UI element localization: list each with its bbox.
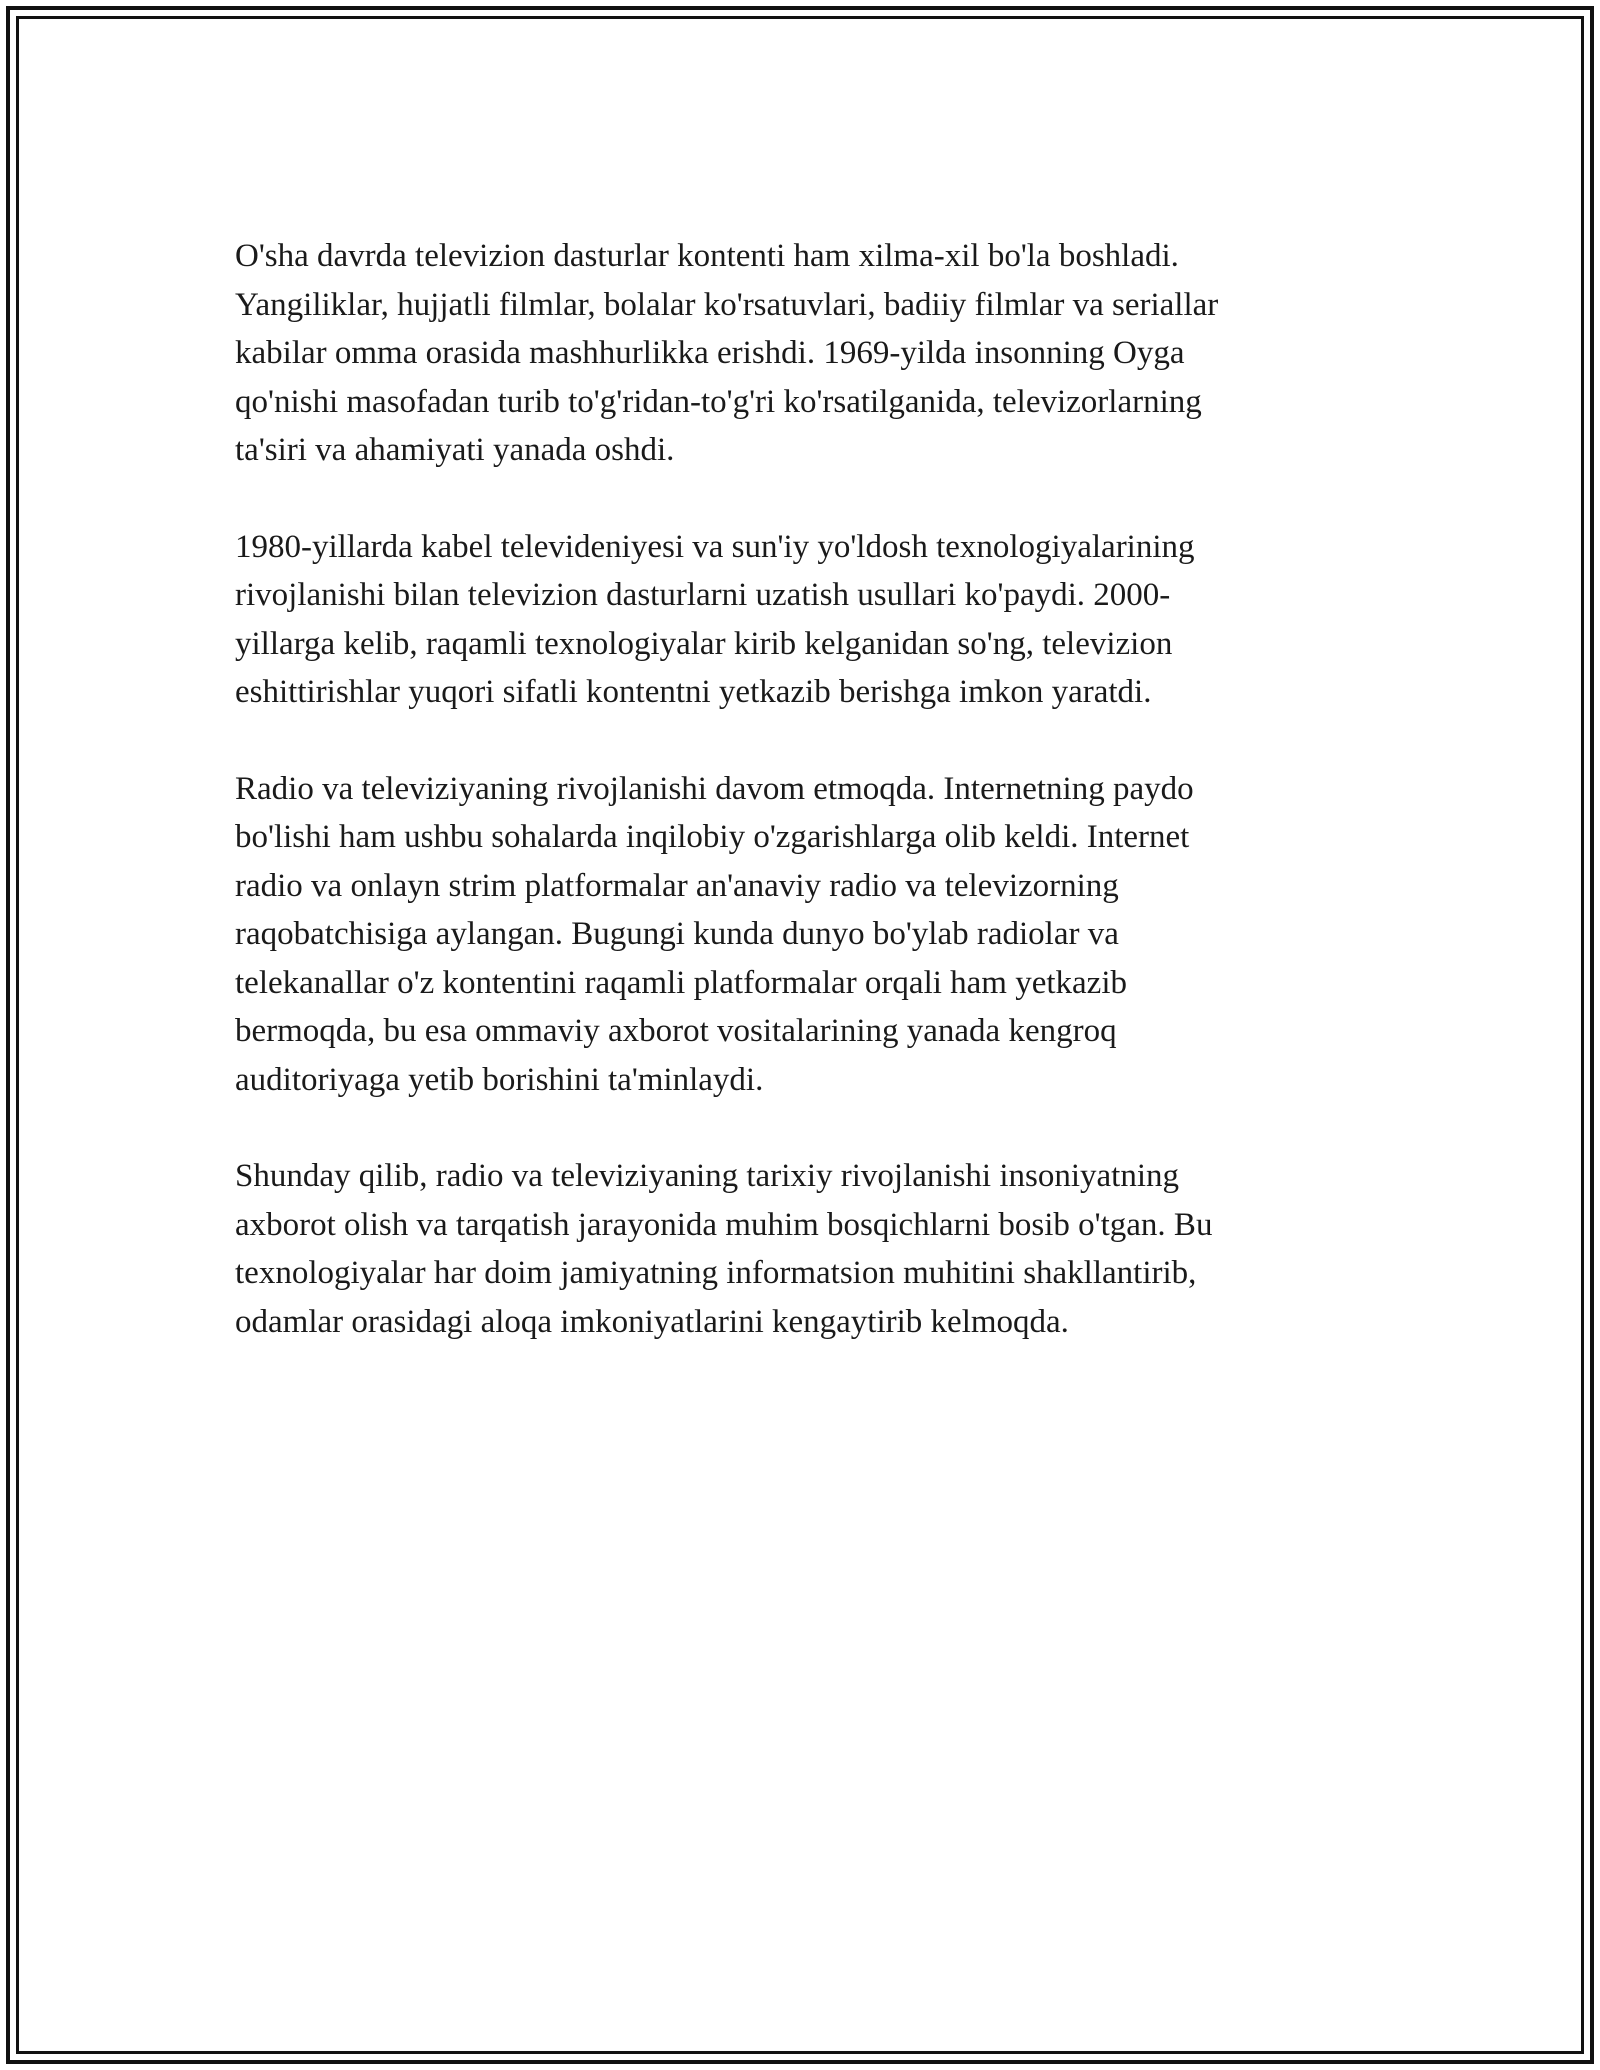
text-line: telekanallar o'z kontentini raqamli platformalar orqali ham yetkazib (235, 964, 1127, 1001)
text-line: odamlar orasidagi aloqa imkoniyatlarini kengaytirib kelmoqda. (235, 1303, 1069, 1340)
paragraph (235, 232, 1355, 475)
paragraph (235, 765, 1355, 1105)
text-line: kabilar omma orasida mashhurlikka erishdi. 1969-yilda insonning Oyga (235, 335, 1185, 371)
text-line: rivojlanishi bilan televizion dasturlarni uzatish usullari ko'paydi. 2000- (235, 577, 1171, 613)
text-line: Yangiliklar, hujjatli filmlar, bolalar ko'rsatuvlari, badiiy filmlar va seriallar (235, 286, 1219, 323)
text-line: bo'lishi ham ushbu sohalarda inqilobiy o'zgarishlarga olib keldi. Internet (235, 819, 1190, 855)
text-line: auditoriyaga yetib borishini ta'minlaydi. (235, 1061, 764, 1098)
text-line: bermoqda, bu esa ommaviy axborot vositalarining yanada kengroq (235, 1013, 1117, 1049)
text-line: O'sha davrda televizion dasturlar kontenti ham xilma-xil bo'la boshladi. (235, 238, 1179, 274)
text-line: 1980-yillarda kabel televideniyesi va sun'iy yo'ldosh texnologiyalarining (235, 528, 1195, 565)
paragraph (235, 523, 1355, 717)
text-line: Shunday qilib, radio va televiziyaning tarixiy rivojlanishi insoniyatning (235, 1158, 1180, 1194)
text-line: Radio va televiziyaning rivojlanishi davom etmoqda. Internetning paydo (235, 770, 1194, 807)
text-line: raqobatchisiga aylangan. Bugungi kunda dunyo bo'ylab radiolar va (235, 916, 1119, 952)
text-line: axborot olish va tarqatish jarayonida muhim bosqichlarni bosib o'tgan. Bu (235, 1206, 1213, 1243)
text-line: qo'nishi masofadan turib to'g'ridan-to'g'ri ko'rsatilganida, televizorlarning (235, 383, 1202, 420)
text-line: eshittirishlar yuqori sifatli kontentni yetkazib berishga imkon yaratdi. (235, 674, 1152, 710)
text-line: yillarga kelib, raqamli texnologiyalar kirib kelganidan so'ng, televizion (235, 625, 1173, 662)
text-line: ta'siri va ahamiyati yanada oshdi. (235, 432, 675, 468)
paragraph (235, 1152, 1355, 1346)
text-line: radio va onlayn strim platformalar an'anaviy radio va televizorning (235, 867, 1119, 904)
document-body (235, 232, 1355, 1394)
text-line: texnologiyalar har doim jamiyatning informatsion muhitini shakllantirib, (235, 1255, 1197, 1291)
